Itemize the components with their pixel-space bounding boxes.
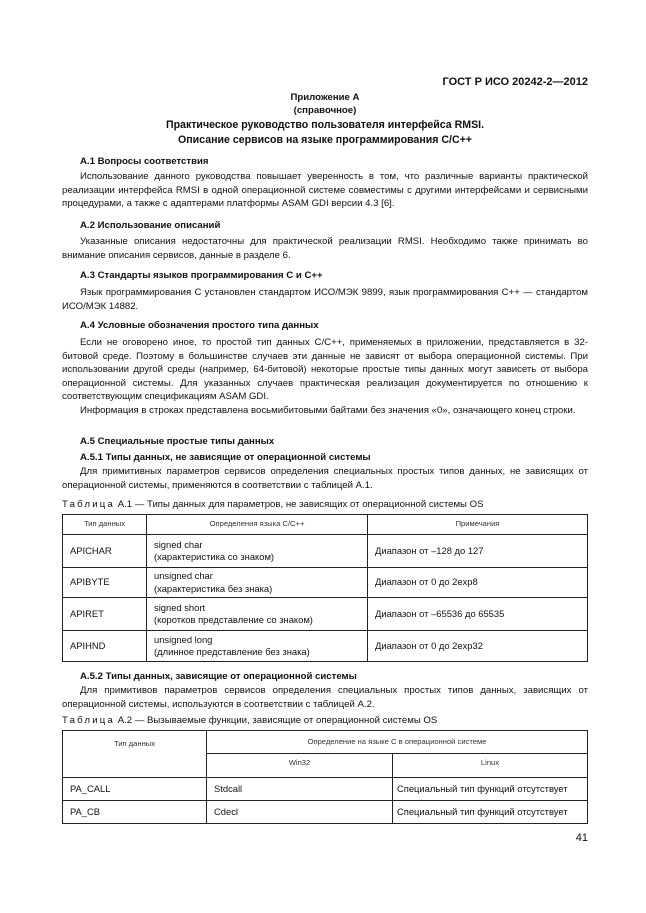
definition-note: (характеристика без знака) [154,582,273,594]
table-header: Win32 [207,754,393,778]
section-a2-heading: А.2 Использование описаний [80,220,221,231]
table-cell: Диапазон от 0 до 2exp32 [368,631,588,662]
table-cell: Диапазон от –128 до 127 [368,535,588,568]
section-a4-heading: А.4 Условные обозначения простого типа данных [80,320,319,331]
page-number: 41 [575,832,588,844]
table-cell [147,631,368,662]
table-row [63,568,588,598]
section-a52-text: Для примитивов параметров сервисов определения специальных простых типов данных, зависящих от операционной системы, используются в соответствии с таблицей А.2. [62,685,588,710]
table-cell: Специальный тип функций отсутствует [393,801,588,824]
table-cell: PA_CB [63,801,207,824]
doc-title-line1: Практическое руководство пользователя интерфейса RMSI. [165,119,485,131]
table-row [63,778,588,801]
table-cell: APIHND [63,631,147,662]
section-a3-text: Язык программирования С установлен стандартом ИСО/МЭК 9899, язык программирования С++ — стандартом ИСО/МЭК 14882. [62,287,588,312]
table-header-row [63,731,588,754]
standard-number: ГОСТ Р ИСО 20242-2—2012 [442,76,588,88]
table-cell: Stdcall [207,778,393,801]
section-a4-text1: Если не оговорено иное, то простой тип данных С/С++, применяемых в приложении, представляется в 32-битовой среде. Поэтому в большинстве случаев эти данные не зависят от выбора операционной системы. При использовании другой среды (например, 64-битовой) некоторые простые типы данных могут зависеть от выбора операционной системы. Для указанных случаев практическая реализация документируется по отношению к соответствующим спецификациям ASAM GDI. [62,337,588,403]
annex-subtitle: (справочное) [293,105,357,116]
section-a52-heading: А.5.2 Типы данных, зависящие от операционной системы [80,671,357,682]
section-a3-heading: А.3 Стандарты языков программирования С и С++ [80,270,323,281]
section-a51-text: Для примитивных параметров сервисов определения специальных простых типов данных, не зависящих от операционной системы, применяются в соответствии с таблицей А.1. [62,466,588,491]
definition-note: (коротков представление со знаком) [154,614,313,625]
annex-title: Приложение А [290,92,360,103]
table-cell: Диапазон от –65536 до 65535 [368,598,588,631]
table-row [63,801,588,824]
table-cell [147,568,368,598]
table-a1 [62,514,588,662]
table-header: Определение на языке С в операционной системе [207,731,588,754]
table1-caption-word: Таблица [62,499,116,510]
section-a1-heading: А.1 Вопросы соответствия [80,156,209,167]
table-cell: APIRET [63,598,147,631]
table-row [63,535,588,568]
section-a5-heading: А.5 Специальные простые типы данных [80,436,275,447]
doc-title-line2: Описание сервисов на языке программирования С/С++ [178,134,472,146]
table-cell: Cdecl [207,801,393,824]
definition-note: (длинное представление без знака) [154,646,310,657]
table-header: Linux [393,754,588,778]
table-header-row [63,515,588,535]
table2-caption [62,715,437,726]
table2-caption-word: Таблица [62,715,116,726]
section-a2-text: Указанные описания недостаточны для практической реализации RMSI. Необходимо также принимать во внимание описания сервисов, данные в разделе 6. [62,236,588,261]
table-header: Тип данных [63,731,207,778]
table-row [63,598,588,631]
table-cell [147,535,368,568]
section-a1-text: Использование данного руководства повышает уверенность в том, что различные варианты практической реализации интерфейса RMSI в одной операционной системе совместимы с другими интерфейсами и сервисными процедурами, а также с адаптерами платформы ASAM GDI версии 4.3 [6]. [62,171,588,210]
table-header: Тип данных [63,515,147,535]
table-row [63,631,588,662]
definition-line: signed char [154,538,203,550]
definition-note: (характеристика со знаком) [154,551,275,562]
table1-caption-text: А.1 — Типы данных для параметров, не зависящих от операционной системы OS [117,499,484,510]
table-cell: Диапазон от 0 до 2exp8 [368,568,588,598]
definition-line: unsigned long [154,633,213,645]
table-cell: Специальный тип функций отсутствует [393,778,588,801]
table-cell: APICHAR [63,535,147,568]
table2-caption-text: А.2 — Вызываемые функции, зависящие от операционной системы OS [117,715,438,726]
table-cell [147,598,368,631]
definition-line: signed short [154,601,206,613]
table1-caption [62,499,483,510]
table-header: Примечания [368,515,588,535]
table-cell: APIBYTE [63,568,147,598]
definition-line: unsigned char [154,570,213,581]
table-a2 [62,730,588,824]
table-cell: PA_CALL [63,778,207,801]
table-header: Определения языка С/С++ [147,515,368,535]
section-a51-heading: А.5.1 Типы данных, не зависящие от операционной системы [80,452,371,463]
section-a4-text2: Информация в строках представлена восьмибитовыми байтами без значения «0», означающего конец строки. [80,405,576,416]
